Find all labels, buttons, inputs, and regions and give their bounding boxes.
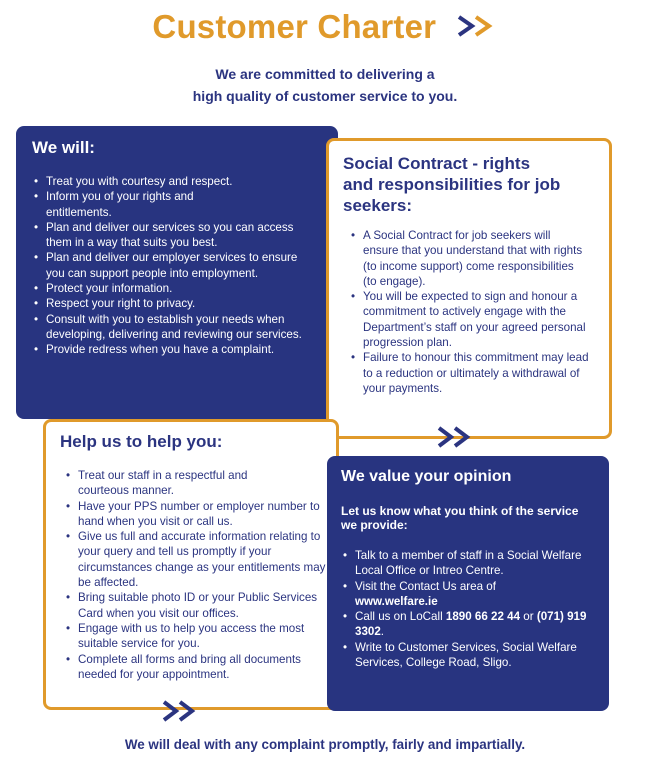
list-item: • Respect your right to privacy. [46,296,328,311]
list-item: • Treat you with courtesy and respect. [46,174,328,189]
list-item: • Bring suitable photo ID or your Public Services Card when you visit our offices. [78,590,328,621]
list-item: • Write to Customer Services, Social Welfare Services, College Road, Sligo. [355,640,605,671]
social-contract-list [343,228,599,396]
list-item: • Have your PPS number or employer number to hand when you visit or call us. [78,499,328,530]
double-chevron-icon [456,13,498,39]
value-opinion-box [327,456,609,711]
list-item: • Inform you of your rights and entitlements. [46,189,196,220]
list-item: • A Social Contract for job seekers will ensure that you understand that with rights (to income support) come responsibilities (to engage). [363,228,587,289]
call-text: Call us on LoCall [355,610,443,624]
we-will-box [16,126,338,419]
social-contract-box [326,138,612,439]
list-item: • Plan and deliver our employer services to ensure you can support people into employment. [46,250,308,281]
list-item: • Protect your information. [46,281,328,296]
list-item: • Plan and deliver our services so you can access them in a way that suits you best. [46,220,314,251]
value-opinion-heading: We value your opinion [341,468,512,485]
contact-us-text: Visit the Contact Us area of [355,579,496,593]
list-item: • Talk to a member of staff in a Social Welfare Local Office or Intreo Centre. [355,548,595,579]
list-item: • Provide redress when you have a complaint. [46,342,328,357]
subtitle [0,63,650,107]
list-item: • Give us full and accurate information relating to your query and tell us promptly if your circumstances change as your entitlements may be affected. [78,529,333,590]
website-link[interactable]: www.welfare.ie [355,594,438,608]
help-us-heading: Help us to help you: [60,432,223,451]
footer-statement: We will deal with any complaint promptly, fairly and impartially. [124,737,526,752]
we-will-heading: We will: [32,138,95,157]
list-item [355,609,600,640]
page-title-text: Customer Charter [152,8,437,45]
list-item: • Consult with you to establish your needs when developing, delivering and reviewing our services. [46,312,314,343]
call-or-text: or [523,610,534,624]
double-chevron-icon [162,699,202,723]
value-opinion-lead: Let us know what you think of the service we provide: [341,504,579,532]
list-item: • You will be expected to sign and honour a commitment to actively engage with the Department’s staff on your agreed personal progression plan. [363,289,601,350]
subtitle-line-1: We are committed to delivering a [215,66,435,82]
locall-phone-number: 1890 66 22 44 [445,610,521,624]
page-title [0,8,650,46]
list-item: • Engage with us to help you access the most suitable service for you. [78,621,318,652]
help-us-box [43,419,339,710]
list-item: • Failure to honour this commitment may lead to a reduction or ultimately a withdrawal of your payments. [363,350,599,396]
we-will-list [32,174,328,358]
list-item: • Treat our staff in a respectful and courteous manner. [78,468,298,499]
double-chevron-icon [437,425,477,449]
subtitle-line-2: high quality of customer service to you. [192,88,458,104]
call-end-text: . [380,625,385,639]
list-item: • Complete all forms and bring all documents needed for your appointment. [78,652,328,683]
phone-number: (071) 919 3302 [355,610,587,639]
help-us-list [60,468,328,682]
social-contract-heading: Social Contract - rights and responsibilities for job seekers: [343,154,561,215]
list-item [355,579,555,610]
value-opinion-list [341,548,601,670]
